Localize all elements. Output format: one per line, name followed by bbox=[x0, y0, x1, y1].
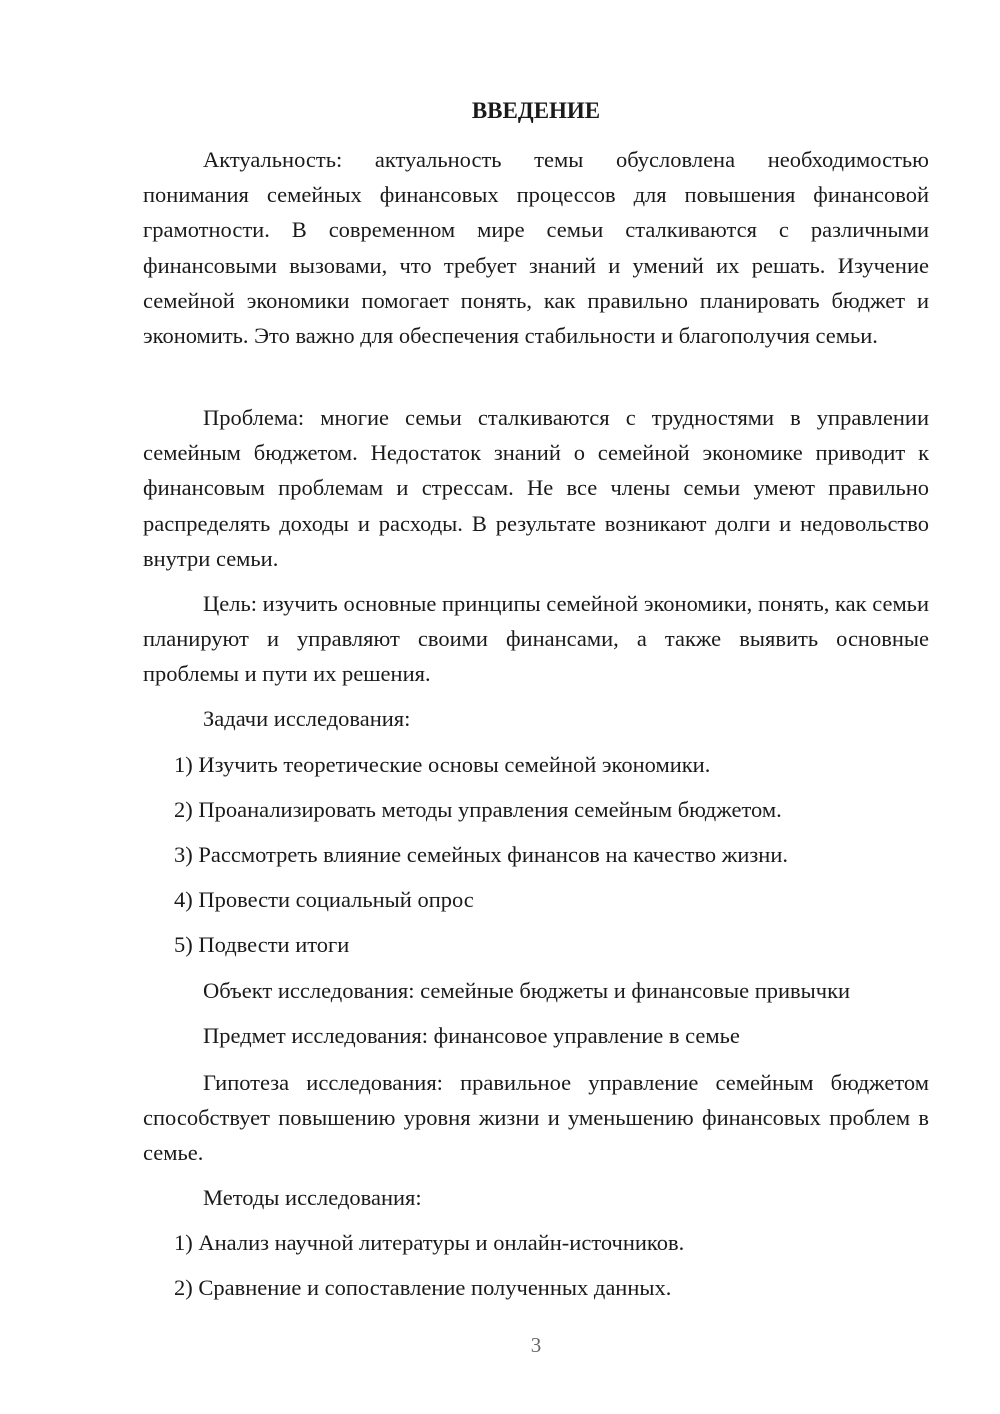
method-item: 2) Сравнение и сопоставление полученных данных. bbox=[174, 1275, 672, 1300]
task-item: 2) Проанализировать методы управления семейным бюджетом. bbox=[174, 797, 782, 822]
page-title: ВВЕДЕНИЕ bbox=[471, 98, 601, 123]
tasks-heading: Задачи исследования: bbox=[203, 706, 411, 731]
task-item: 3) Рассмотреть влияние семейных финансов на качество жизни. bbox=[174, 842, 788, 867]
goal-paragraph: Цель: изучить основные принципы семейной экономики, понять, как семьи планируют и управляют своими финансами, а также выявить основные проблемы и пути их решения. bbox=[143, 591, 929, 687]
research-subject: Предмет исследования: финансовое управление в семье bbox=[203, 1023, 740, 1048]
task-item: 1) Изучить теоретические основы семейной экономики. bbox=[174, 752, 711, 777]
method-item: 1) Анализ научной литературы и онлайн-источников. bbox=[174, 1230, 685, 1255]
problem-paragraph: Проблема: многие семьи сталкиваются с трудностями в управлении семейным бюджетом. Недостаток знаний о семейной экономике приводит к финансовым проблемам и стрессам. Не все члены семьи умеют правильно распределять доходы и расходы. В результате возникают долги и недовольство внутри семьи. bbox=[143, 405, 929, 571]
relevance-paragraph: Актуальность: актуальность темы обусловлена необходимостью понимания семейных финансовых процессов для повышения финансовой грамотности. В современном мире семьи сталкиваются с различными финансовыми вызовами, что требует знаний и умений их решать. Изучение семейной экономики помогает понять, как правильно планировать бюджет и экономить. Это важно для обеспечения стабильности и благополучия семьи. bbox=[143, 147, 929, 349]
research-object: Объект исследования: семейные бюджеты и финансовые привычки bbox=[203, 978, 851, 1003]
page-number: 3 bbox=[530, 1333, 542, 1357]
task-item: 5) Подвести итоги bbox=[174, 932, 350, 957]
methods-heading: Методы исследования: bbox=[203, 1185, 422, 1210]
task-item: 4) Провести социальный опрос bbox=[174, 887, 474, 912]
hypothesis-paragraph: Гипотеза исследования: правильное управление семейным бюджетом способствует повышению уровня жизни и уменьшению финансовых проблем в семье. bbox=[143, 1070, 929, 1166]
